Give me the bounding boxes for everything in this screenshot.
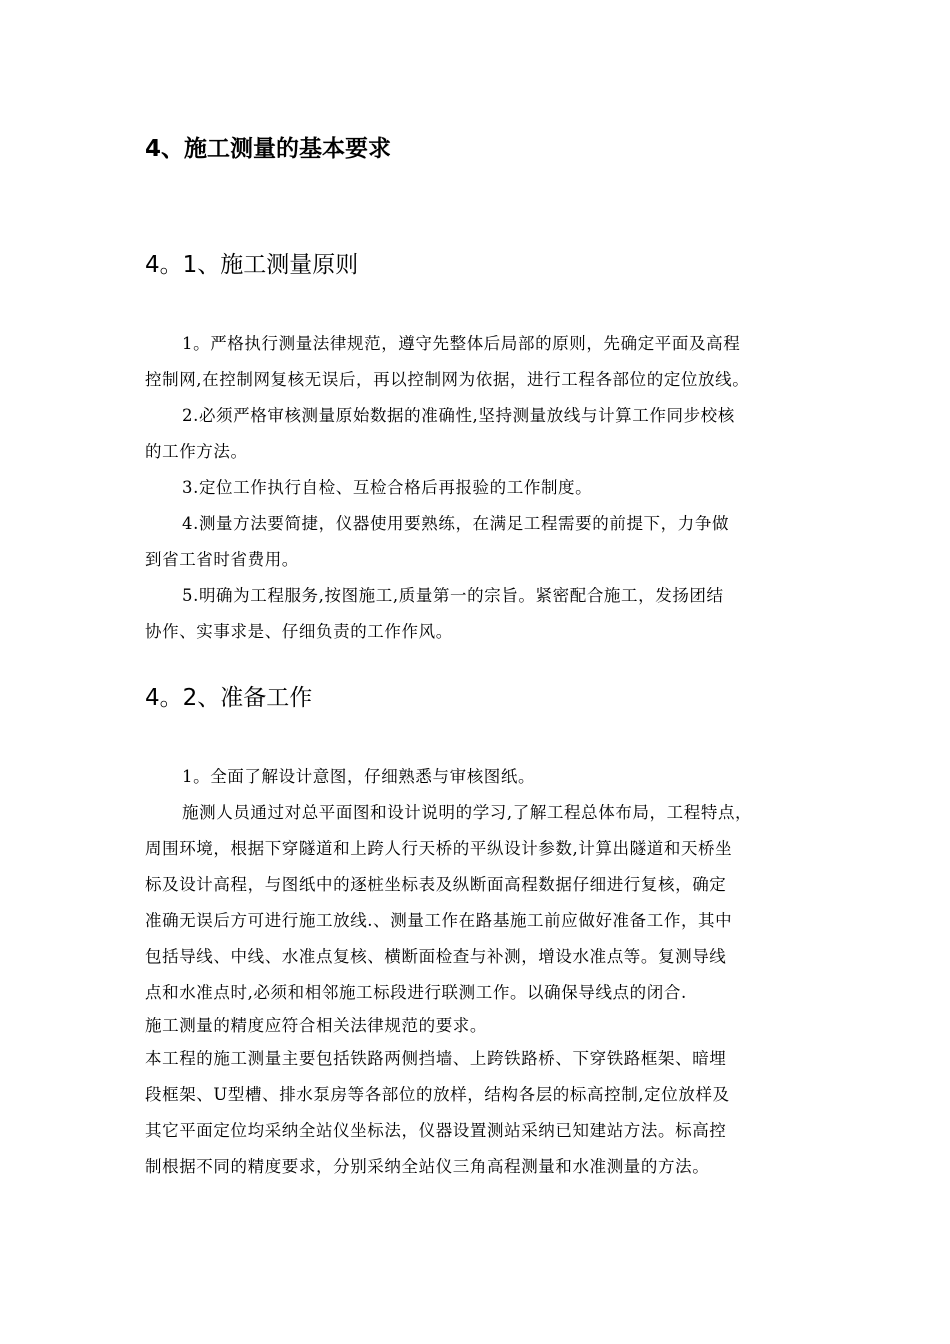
paragraph-line: 段框架、U型槽、排水泵房等各部位的放样，结构各层的标高控制,定位放样及 (145, 1085, 730, 1104)
paragraph-line: 准确无误后方可进行施工放线.、测量工作在路基施工前应做好准备工作，其中 (145, 911, 733, 930)
paragraph-line: 施测人员通过对总平面图和设计说明的学习,了解工程总体布局，工程特点， (182, 803, 753, 822)
section-body-preparation (145, 759, 810, 1185)
main-heading: 4、施工测量的基本要求 (145, 136, 392, 162)
paragraph-line: 其它平面定位均采纳全站仪坐标法，仪器设置测站采纳已知建站方法。标高控 (145, 1121, 727, 1140)
paragraph-line: 本工程的施工测量主要包括铁路两侧挡墙、上跨铁路桥、下穿铁路框架、暗埋 (145, 1049, 727, 1068)
paragraph-line: 2.必须严格审核测量原始数据的准确性,坚持测量放线与计算工作同步校核 (182, 406, 735, 425)
paragraph-line: 3.定位工作执行自检、互检合格后再报验的工作制度。 (182, 478, 593, 497)
section-body-principles (145, 326, 810, 650)
paragraph-line: 协作、实事求是、仔细负责的工作作风。 (145, 622, 453, 641)
paragraph-line: 点和水准点时,必须和相邻施工标段进行联测工作。以确保导线点的闭合. (145, 983, 687, 1002)
section-heading-preparation: 4。2、准备工作 (145, 685, 313, 711)
section-heading-principles: 4。1、施工测量原则 (145, 252, 359, 278)
paragraph-line: 施工测量的精度应符合相关法律规范的要求。 (145, 1016, 487, 1035)
paragraph-line: 4.测量方法要简捷，仪器使用要熟练，在满足工程需要的前提下，力争做 (182, 514, 730, 533)
paragraph-line: 周围环境，根据下穿隧道和上跨人行天桥的平纵设计参数,计算出隧道和天桥坐 (145, 839, 733, 858)
paragraph-line: 1。严格执行测量法律规范，遵守先整体后局部的原则，先确定平面及高程 (182, 334, 741, 353)
paragraph-line: 的工作方法。 (145, 442, 248, 461)
paragraph-line: 制根据不同的精度要求，分别采纳全站仪三角高程测量和水准测量的方法。 (145, 1157, 710, 1176)
paragraph-line: 1。全面了解设计意图，仔细熟悉与审核图纸。 (182, 767, 536, 786)
paragraph-line: 标及设计高程，与图纸中的逐桩坐标表及纵断面高程数据仔细进行复核，确定 (145, 875, 727, 894)
paragraph-line: 到省工省时省费用。 (145, 550, 299, 569)
paragraph-line: 5.明确为工程服务,按图施工,质量第一的宗旨。紧密配合施工，发扬团结 (182, 586, 724, 605)
paragraph-line: 包括导线、中线、水准点复核、横断面检查与补测，增设水准点等。复测导线 (145, 947, 727, 966)
paragraph-line: 控制网,在控制网复核无误后，再以控制网为依据，进行工程各部位的定位放线。 (145, 370, 750, 389)
